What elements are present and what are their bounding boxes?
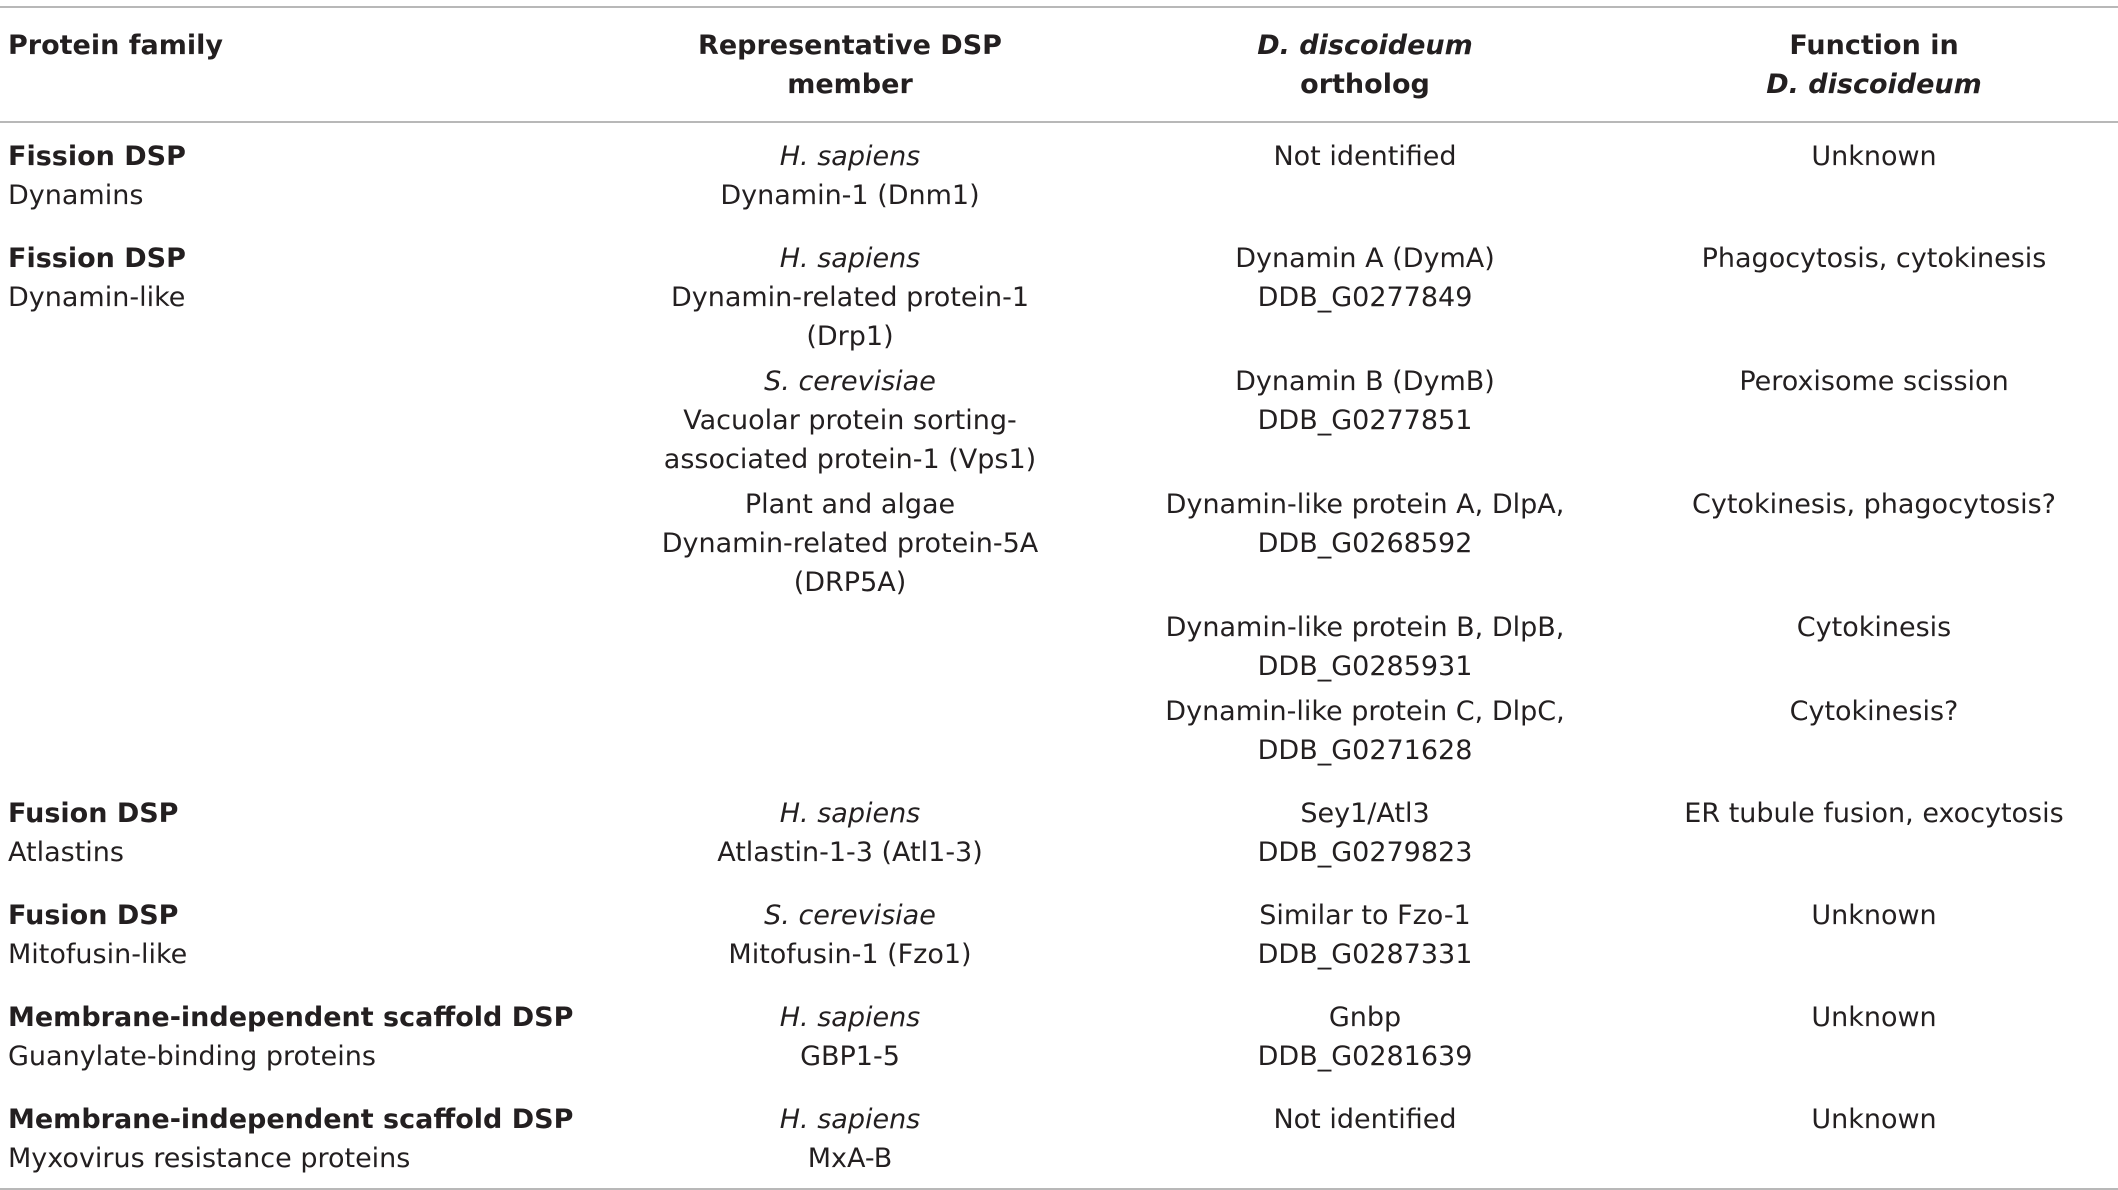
cell-ortholog [1100,122,1630,225]
table-row [0,356,2118,479]
function-text: ER tubule fusion, exocytosis [1684,798,2064,829]
function-text: Cytokinesis? [1789,696,1959,727]
table-row [0,225,2118,356]
ortholog-text: Not identified [1273,141,1457,172]
family-name: Mitofusin-like [8,939,188,970]
cell-protein-family [0,225,600,356]
member-text: Vacuolar protein sorting- [683,405,1017,436]
member-species: S. cerevisiae [764,900,936,931]
family-name: Dynamins [8,180,144,211]
cell-protein-family [0,1086,600,1189]
member-text: GBP1-5 [800,1041,900,1072]
function-text: Unknown [1811,141,1937,172]
ortholog-text: Sey1/Atl3 [1300,798,1430,829]
family-name: Myxovirus resistance proteins [8,1143,411,1174]
cell-ortholog [1100,984,1630,1086]
table-row [0,602,2118,686]
member-species: H. sapiens [779,243,921,274]
ortholog-text: DDB_G0287331 [1257,939,1473,970]
cell-function [1630,780,2118,882]
table-body [0,122,2118,1189]
cell-protein-family [0,122,600,225]
cell-protein-family [0,686,600,780]
cell-ortholog [1100,686,1630,780]
member-text: Dynamin-1 (Dnm1) [720,180,980,211]
header-protein-family [0,7,600,122]
cell-representative-member [600,984,1100,1086]
family-category: Membrane-independent scaffold DSP [8,1002,574,1033]
header-member-line2: member [787,69,913,100]
cell-representative-member [600,602,1100,686]
header-member-line1: Representative DSP [698,30,1002,61]
cell-function [1630,122,2118,225]
header-ortholog [1100,7,1630,122]
member-text: (DRP5A) [793,567,907,598]
cell-ortholog [1100,225,1630,356]
cell-protein-family [0,356,600,479]
member-text: Dynamin-related protein-5A [661,528,1039,559]
cell-function [1630,686,2118,780]
table-row [0,984,2118,1086]
ortholog-text: Not identified [1273,1104,1457,1135]
family-category: Fusion DSP [8,900,179,931]
cell-representative-member [600,780,1100,882]
ortholog-text: Similar to Fzo-1 [1259,900,1471,931]
member-species: H. sapiens [779,1002,921,1033]
member-text: Atlastin-1-3 (Atl1-3) [717,837,983,868]
table-row [0,780,2118,882]
cell-representative-member [600,882,1100,984]
cell-protein-family [0,984,600,1086]
header-function-species: D. discoideum [1766,69,1982,100]
header-representative-member [600,7,1100,122]
cell-representative-member [600,122,1100,225]
member-species: H. sapiens [779,1104,921,1135]
cell-function [1630,882,2118,984]
member-species: H. sapiens [779,798,921,829]
header-row [0,7,2118,122]
cell-protein-family [0,602,600,686]
function-text: Cytokinesis, phagocytosis? [1692,489,2056,520]
family-name: Dynamin-like [8,282,186,313]
cell-ortholog [1100,602,1630,686]
table-header [0,7,2118,122]
family-name: Guanylate-binding proteins [8,1041,376,1072]
ortholog-text: Dynamin-like protein C, DlpC, [1165,696,1565,727]
cell-function [1630,225,2118,356]
member-species: S. cerevisiae [764,366,936,397]
header-protein-family-text: Protein family [8,30,223,61]
ortholog-text: DDB_G0277851 [1257,405,1473,436]
cell-protein-family [0,780,600,882]
ortholog-text: Gnbp [1328,1002,1402,1033]
cell-ortholog [1100,356,1630,479]
function-text: Phagocytosis, cytokinesis [1701,243,2047,274]
header-function [1630,7,2118,122]
cell-representative-member [600,225,1100,356]
ortholog-text: DDB_G0268592 [1257,528,1473,559]
cell-ortholog [1100,1086,1630,1189]
ortholog-text: Dynamin A (DymA) [1235,243,1495,274]
table-row [0,882,2118,984]
member-text: Mitofusin-1 (Fzo1) [728,939,972,970]
cell-function [1630,1086,2118,1189]
cell-function [1630,984,2118,1086]
dsp-orthologs-table [0,6,2118,1190]
member-text: Dynamin-related protein-1 [670,282,1030,313]
table-row [0,122,2118,225]
cell-ortholog [1100,882,1630,984]
ortholog-text: Dynamin-like protein A, DlpA, [1165,489,1565,520]
ortholog-text: Dynamin-like protein B, DlpB, [1165,612,1565,643]
member-text: Plant and algae [744,489,956,520]
function-text: Unknown [1811,900,1937,931]
ortholog-text: DDB_G0277849 [1257,282,1473,313]
cell-representative-member [600,686,1100,780]
header-ortholog-line2: ortholog [1300,69,1430,100]
cell-protein-family [0,882,600,984]
ortholog-text: DDB_G0279823 [1257,837,1473,868]
member-text: MxA-B [807,1143,893,1174]
cell-function [1630,602,2118,686]
ortholog-text: Dynamin B (DymB) [1235,366,1495,397]
table-row [0,1086,2118,1189]
cell-representative-member [600,1086,1100,1189]
member-species: H. sapiens [779,141,921,172]
cell-representative-member [600,356,1100,479]
family-category: Membrane-independent scaffold DSP [8,1104,574,1135]
cell-ortholog [1100,479,1630,602]
family-category: Fission DSP [8,141,186,172]
table-row [0,479,2118,602]
family-category: Fission DSP [8,243,186,274]
function-text: Peroxisome scission [1739,366,2009,397]
function-text: Unknown [1811,1002,1937,1033]
cell-function [1630,479,2118,602]
member-text: associated protein-1 (Vps1) [663,444,1037,475]
cell-representative-member [600,479,1100,602]
function-text: Cytokinesis [1796,612,1952,643]
ortholog-text: DDB_G0281639 [1257,1041,1473,1072]
ortholog-text: DDB_G0285931 [1257,651,1473,682]
table-row [0,686,2118,780]
header-function-line1: Function in [1789,30,1959,61]
family-name: Atlastins [8,837,124,868]
function-text: Unknown [1811,1104,1937,1135]
header-ortholog-species: D. discoideum [1257,30,1473,61]
cell-ortholog [1100,780,1630,882]
cell-protein-family [0,479,600,602]
family-category: Fusion DSP [8,798,179,829]
member-text: (Drp1) [806,321,894,352]
cell-function [1630,356,2118,479]
ortholog-text: DDB_G0271628 [1257,735,1473,766]
